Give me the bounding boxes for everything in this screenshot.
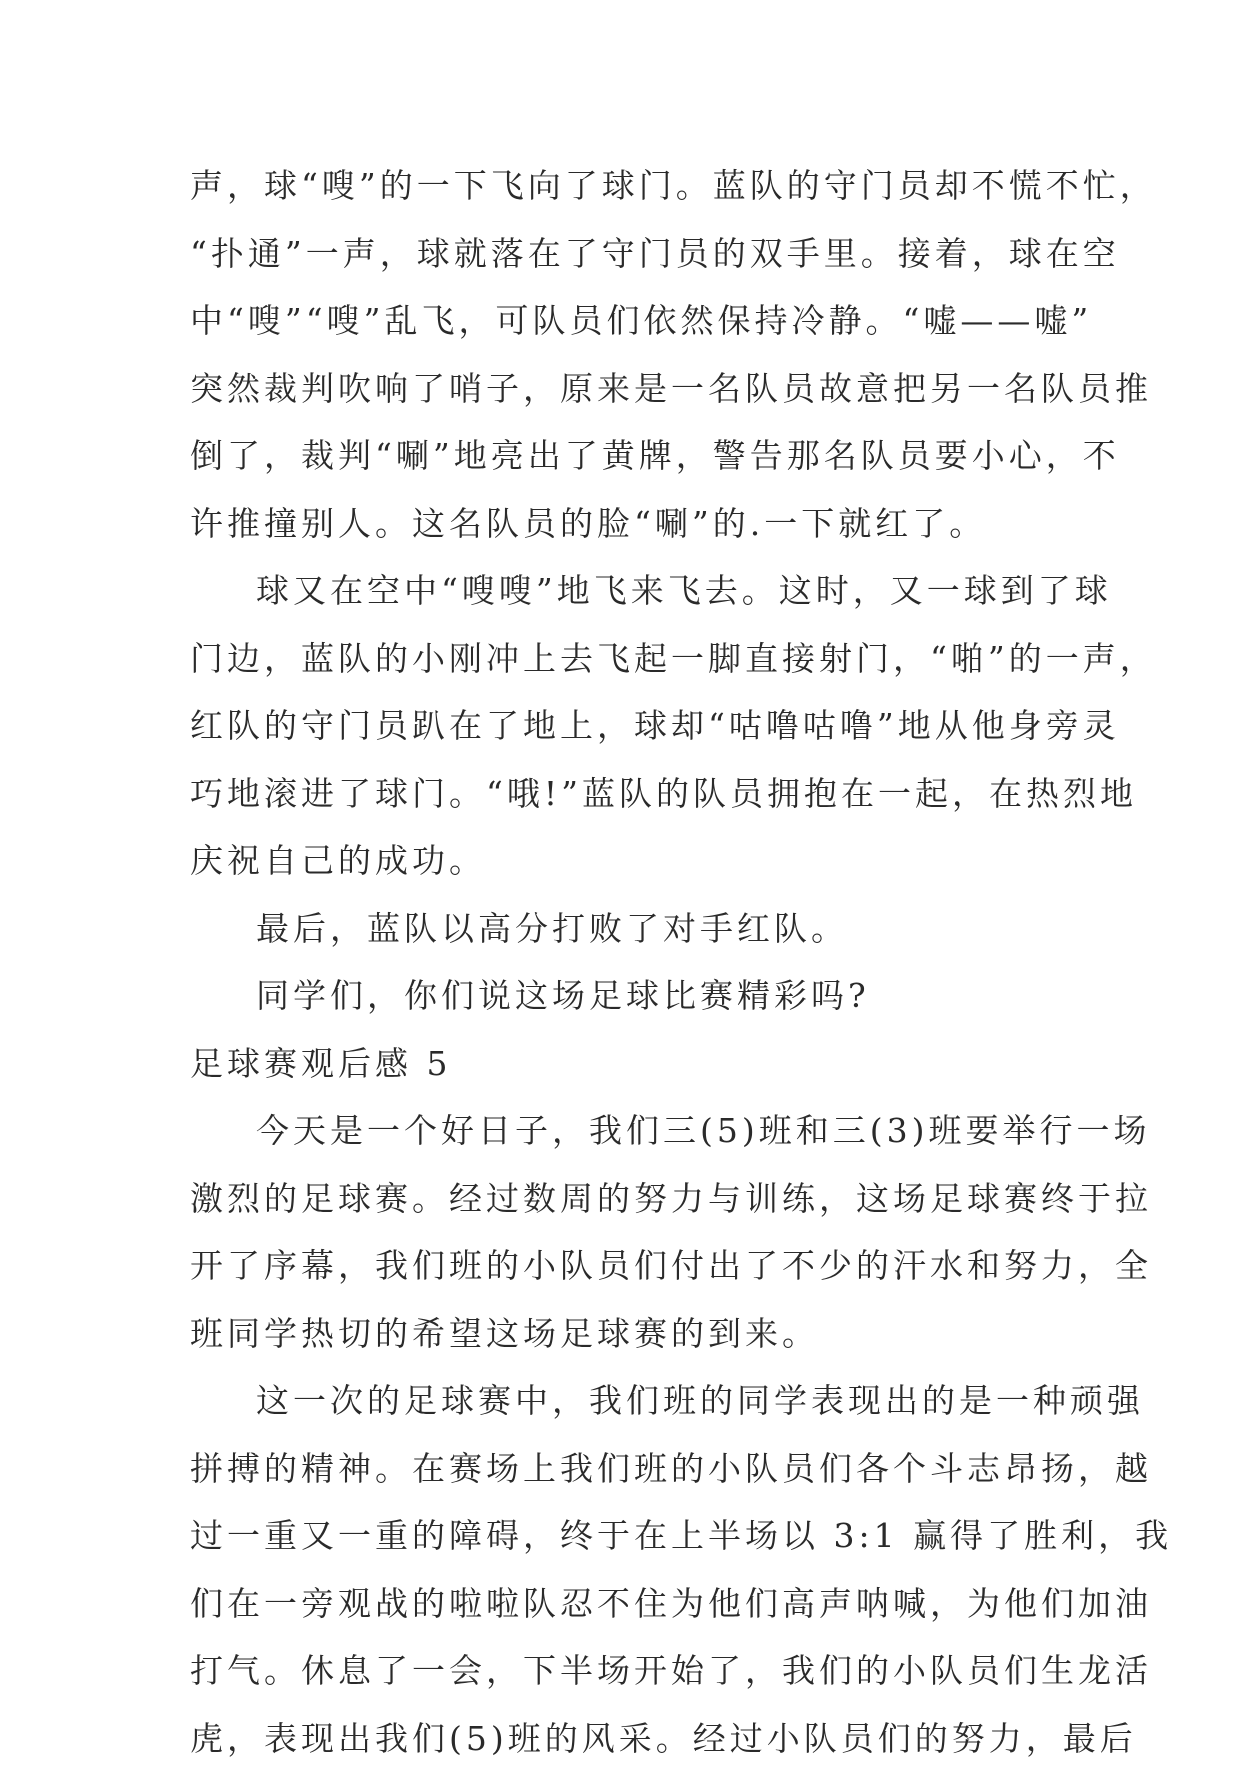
paragraph-first-line: 今天是一个好日子，我们三(5)班和三(3)班要举行一场 (190, 1097, 1060, 1165)
text-line: “扑通”一声，球就落在了守门员的双手里。接着，球在空 (190, 220, 1060, 288)
text-line: 声，球“嗖”的一下飞向了球门。蓝队的守门员却不慌不忙， (190, 152, 1060, 220)
text-line: 过一重又一重的障碍，终于在上半场以 3:1 赢得了胜利，我 (190, 1502, 1060, 1570)
text-line: 许推撞别人。这名队员的脸“唰”的.一下就红了。 (190, 490, 1060, 558)
text-line: 倒了，裁判“唰”地亮出了黄牌，警告那名队员要小心，不 (190, 422, 1060, 490)
paragraph-first-line: 同学们，你们说这场足球比赛精彩吗? (190, 962, 1060, 1030)
text-line: 打气。休息了一会，下半场开始了，我们的小队员们生龙活 (190, 1637, 1060, 1705)
text-line: 庆祝自己的成功。 (190, 827, 1060, 895)
text-line: 拼搏的精神。在赛场上我们班的小队员们各个斗志昂扬，越 (190, 1435, 1060, 1503)
paragraph-first-line: 最后，蓝队以高分打败了对手红队。 (190, 895, 1060, 963)
text-line: 突然裁判吹响了哨子，原来是一名队员故意把另一名队员推 (190, 355, 1060, 423)
paragraph-first-line: 这一次的足球赛中，我们班的同学表现出的是一种顽强 (190, 1367, 1060, 1435)
text-line: 门边，蓝队的小刚冲上去飞起一脚直接射门，“啪”的一声， (190, 625, 1060, 693)
document-body (190, 152, 1060, 1772)
text-line: 开了序幕，我们班的小队员们付出了不少的汗水和努力，全 (190, 1232, 1060, 1300)
text-line: 们在一旁观战的啦啦队忍不住为他们高声呐喊，为他们加油 (190, 1570, 1060, 1638)
paragraph-first-line: 球又在空中“嗖嗖”地飞来飞去。这时，又一球到了球 (190, 557, 1060, 625)
text-line: 虎，表现出我们(5)班的风采。经过小队员们的努力，最后 (190, 1705, 1060, 1772)
section-heading: 足球赛观后感 5 (190, 1030, 1060, 1098)
text-line: 中“嗖”“嗖”乱飞，可队员们依然保持冷静。“嘘——嘘” (190, 287, 1060, 355)
text-line: 红队的守门员趴在了地上，球却“咕噜咕噜”地从他身旁灵 (190, 692, 1060, 760)
text-line: 巧地滚进了球门。“哦!”蓝队的队员拥抱在一起，在热烈地 (190, 760, 1060, 828)
text-line: 班同学热切的希望这场足球赛的到来。 (190, 1300, 1060, 1368)
text-line: 激烈的足球赛。经过数周的努力与训练，这场足球赛终于拉 (190, 1165, 1060, 1233)
